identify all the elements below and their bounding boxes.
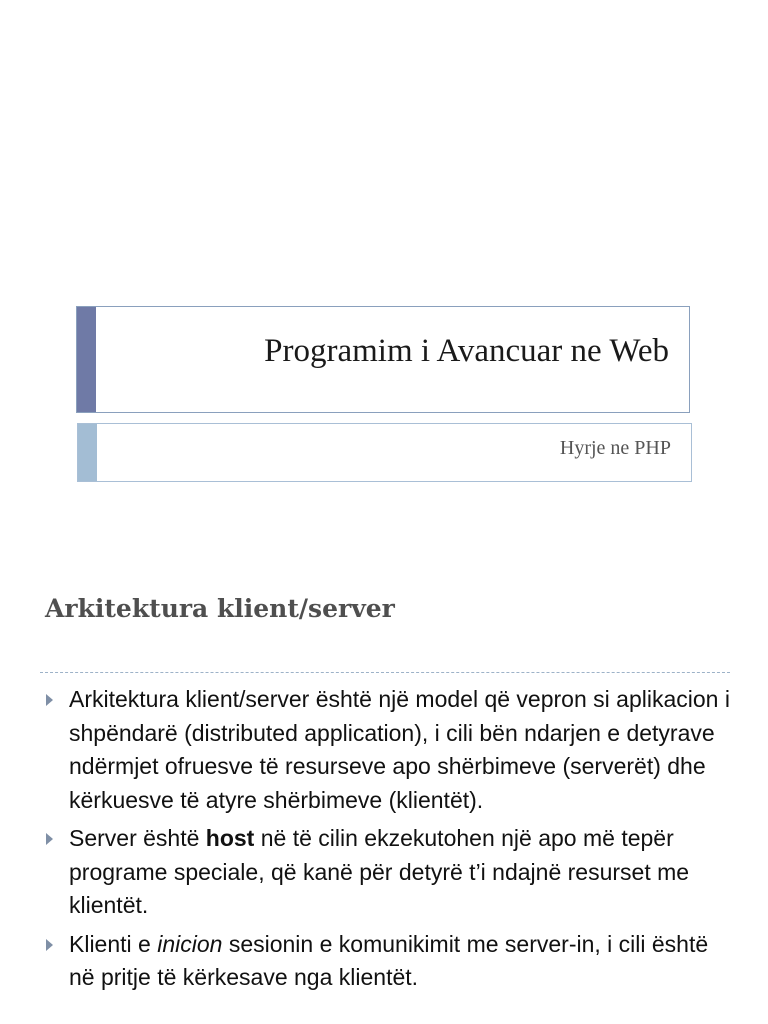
heading-divider: [40, 672, 730, 673]
bullet-item: [46, 683, 736, 817]
presentation-title: Programim i Avancuar ne Web: [264, 333, 669, 369]
bullet-list: [46, 683, 736, 1000]
title-placeholder: [76, 306, 690, 413]
bullet-text-start: Server është: [69, 825, 206, 851]
bullet-bold-term: host: [205, 825, 255, 851]
bullet-item: [46, 928, 736, 995]
bullet-italic-term: inicion: [157, 930, 223, 957]
bullet-text-start: Klienti e: [69, 930, 158, 957]
subtitle-placeholder: [77, 423, 692, 482]
subtitle-accent-bar: [78, 424, 97, 481]
bullet-text: Arkitektura klient/server është një model që vepron si aplikacion i shpëndarë (distributed application), i cili bën ndarjen e detyrave ndërmjet ofruesve të resurseve apo shërbimeve (serverët) dhe kërkuesve të atyre shërbimeve (klientët).: [69, 686, 730, 813]
triangle-bullet-icon: [46, 833, 53, 845]
slide-heading: Arkitektura klient/server: [45, 594, 395, 623]
presentation-subtitle: Hyrje ne PHP: [559, 437, 671, 459]
triangle-bullet-icon: [46, 939, 53, 951]
bullet-text-end: në të cilin ekzekutohen një apo më tepër programe speciale, që kanë për detyrë t’i ndajnë resurset me klientët.: [69, 825, 690, 918]
triangle-bullet-icon: [46, 694, 53, 706]
bullet-text-end: sesionin e komunikimit me server-in, i cili është në pritje të kërkesave nga klientët.: [69, 930, 709, 990]
title-accent-bar: [77, 307, 96, 412]
bullet-item: [46, 822, 736, 923]
